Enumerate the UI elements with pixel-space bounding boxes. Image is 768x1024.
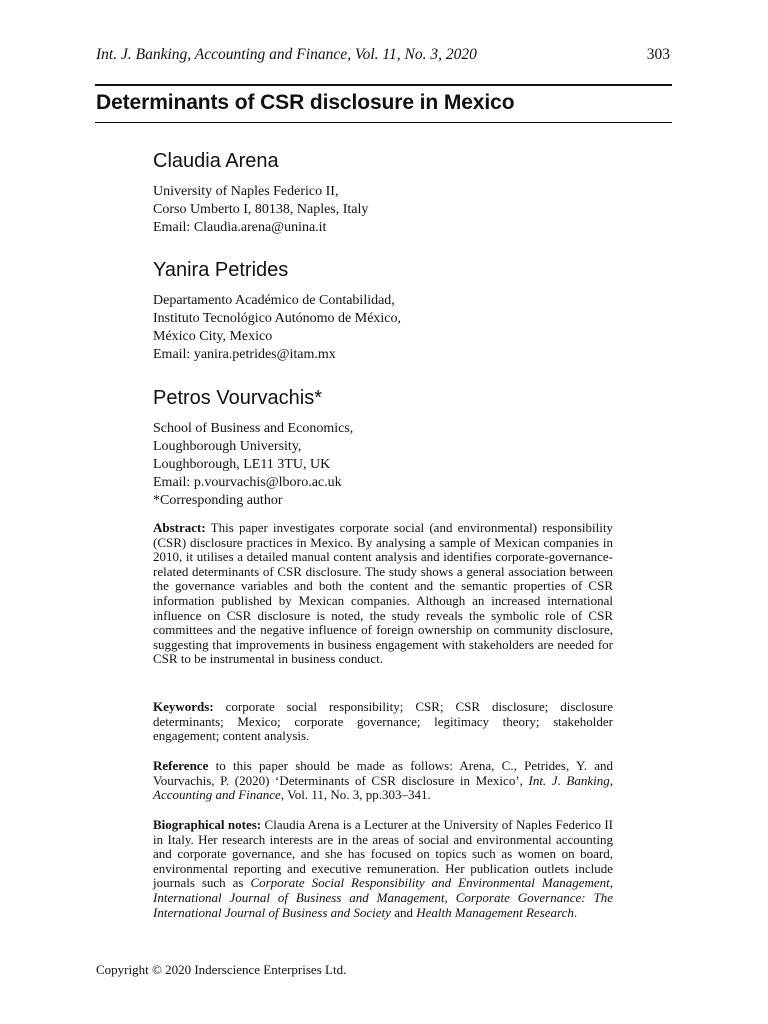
author-affiliation: [153, 420, 613, 510]
author-email: Email: Claudia.arena@unina.it: [153, 220, 327, 235]
corresponding-author-note: *Corresponding author: [153, 493, 283, 508]
running-head: [96, 46, 672, 64]
copyright-notice: Copyright © 2020 Inderscience Enterprises Ltd.: [96, 962, 347, 977]
affiliation-line: University of Naples Federico II,: [153, 184, 339, 199]
author-email: Email: yanira.petrides@itam.mx: [153, 347, 336, 362]
author-affiliation: [153, 183, 613, 237]
affiliation-line: Loughborough, LE11 3TU, UK: [153, 457, 331, 472]
reference: [153, 759, 613, 803]
bio-separator: ,: [444, 889, 448, 905]
bio-journal: International Journal of Business and Management: [153, 889, 445, 905]
abstract-text: This paper investigates corporate social (and environmental) responsibility (CSR) disclosure practices in Mexico. By analysing a sample of Mexican companies in 2010, it utilises a detailed manual content analysis and identifies corporate-governance-related determinants of CSR disclosure. The study shows a general association between the governance variables and both the content and the semantic properties of CSR information published by Mexican companies. Although an increased international influence on CSR disclosure is noted, the study reveals the symbolic role of CSR committees and the negative influence of foreign ownership on community disclosure, suggesting that improvements in business engagement with stakeholders are needed for CSR to be instrumental in business conduct.: [153, 520, 613, 667]
bio-journal: Corporate Social Responsibility and Environmental Management: [250, 875, 610, 891]
reference-label: Reference: [153, 758, 209, 773]
bio-journal: Corporate Governance: The International Journal of Business and Society: [153, 889, 614, 920]
bio-label: Biographical notes:: [153, 817, 262, 832]
affiliation-line: Corso Umberto I, 80138, Naples, Italy: [153, 202, 369, 217]
affiliation-line: Departamento Académico de Contabilidad,: [153, 293, 395, 308]
author-block-2: [153, 259, 613, 364]
keywords-label: Keywords:: [153, 699, 214, 714]
author-name: Claudia Arena: [153, 150, 279, 172]
reference-journal: Int. J. Banking, Accounting and Finance: [153, 772, 614, 803]
author-block-3: [153, 387, 613, 510]
affiliation-line: México City, Mexico: [153, 329, 273, 344]
abstract-label: Abstract:: [153, 520, 206, 535]
author-block-1: [153, 150, 613, 237]
title-rule-top: [95, 84, 672, 86]
affiliation-line: Instituto Tecnológico Autónomo de México,: [153, 311, 402, 326]
author-name: Yanira Petrides: [153, 259, 289, 281]
affiliation-line: Loughborough University,: [153, 439, 302, 454]
bio-journal: Health Management Research: [416, 904, 574, 920]
author-email: Email: p.vourvachis@lboro.ac.uk: [153, 475, 342, 490]
reference-volume: , Vol. 11, No. 3, pp.303–341.: [280, 787, 431, 803]
keywords-text: corporate social responsibility; CSR; CSR disclosure; disclosure determinants; Mexico; corporate governance; legitimacy theory; stakeholder engagement; content analysis.: [153, 699, 613, 744]
keywords: [153, 700, 613, 744]
affiliation-line: School of Business and Economics,: [153, 421, 354, 436]
abstract: [153, 521, 613, 667]
paper-title: Determinants of CSR disclosure in Mexico: [96, 91, 515, 114]
journal-citation: Int. J. Banking, Accounting and Finance, Vol. 11, No. 3, 2020: [96, 46, 477, 63]
biographical-notes: [153, 818, 613, 920]
page-number: 303: [646, 46, 670, 63]
author-name: Petros Vourvachis*: [153, 387, 322, 409]
title-rule-bottom: [95, 122, 672, 123]
bio-separator: and: [394, 904, 413, 920]
bio-separator: ,: [609, 875, 614, 891]
reference-text: to this paper should be made as follows: Arena, C., Petrides, Y. and Vourvachis, P. (2020) ‘Determinants of CSR disclosure in Mexico’,: [153, 758, 614, 788]
bio-text: Claudia Arena is a Lecturer at the University of Naples Federico II in Italy. Her research interests are in the areas of social and environmental accounting and corporate governance, and she has focused on topics such as women on board, environmental reporting and executive remuneration. Her publication outlets include journals such as: [153, 817, 614, 891]
author-affiliation: [153, 292, 613, 364]
bio-end: .: [573, 904, 578, 920]
